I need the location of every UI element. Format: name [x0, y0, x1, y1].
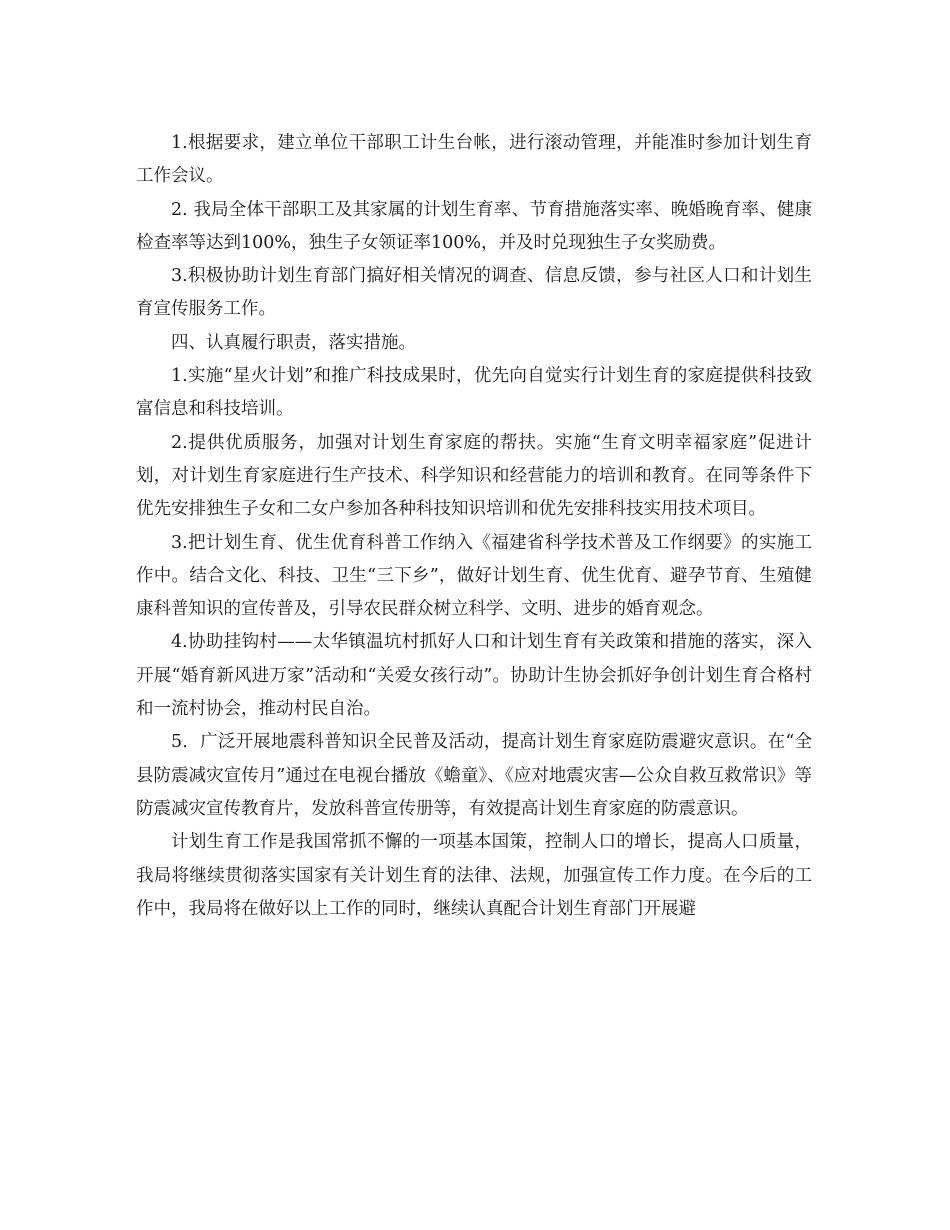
paragraph-7: 4.协助挂钩村——太华镇温坑村抓好人口和计划生育有关政策和措施的落实，深入开展“婚育新风进万家”活动和“关爱女孩行动”。协助计生协会抓好争创计划生育合格村和一流村协会，推动村民自治。: [136, 632, 812, 720]
paragraph-1: 1.根据要求，建立单位干部职工计生台帐，进行滚动管理，并能准时参加计划生育工作会议。: [136, 133, 812, 187]
paragraph-6: 3.把计划生育、优生优育科普工作纳入《福建省科学技术普及工作纲要》的实施工作中。结合文化、科技、卫生“三下乡”，做好计划生育、优生优育、避孕节育、生殖健康科普知识的宣传普及，引导农民群众树立科学、文明、进步的婚育观念。: [136, 532, 812, 620]
document-body: [136, 127, 812, 926]
paragraph-8: 5．广泛开展地震科普知识全民普及活动，提高计划生育家庭防震避灾意识。在“全县防震减灾宣传月”通过在电视台播放《蟾童》、《应对地震灾害—公众自救互救常识》等防震减灾宣传教育片，发放科普宣传册等，有效提高计划生育家庭的防震意识。: [136, 732, 812, 819]
paragraph-3: 3.积极协助计划生育部门搞好相关情况的调查、信息反馈，参与社区人口和计划生育宣传服务工作。: [136, 266, 812, 320]
paragraph-5: 2.提供优质服务，加强对计划生育家庭的帮扶。实施“生育文明幸福家庭”促进计划，对计划生育家庭进行生产技术、科学知识和经营能力的培训和教育。在同等条件下优先安排独生子女和二女户参加各种科技知识培训和优先安排科技实用技术项目。: [136, 432, 812, 520]
paragraph-4: 1.实施“星火计划”和推广科技成果时，优先向自觉实行计划生育的家庭提供科技致富信息和科技培训。: [136, 366, 812, 420]
paragraph-9: 计划生育工作是我国常抓不懈的一项基本国策，控制人口的增长，提高人口质量，我局将继续贯彻落实国家有关计划生育的法律、法规，加强宣传工作力度。在今后的工作中，我局将在做好以上工作的同时，继续认真配合计划生育部门开展避: [136, 832, 812, 919]
paragraph-2: 2. 我局全体干部职工及其家属的计划生育率、节育措施落实率、晚婚晚育率、健康检查率等达到100%，独生子女领证率100%，并及时兑现独生子女奖励费。: [136, 199, 812, 253]
section-heading: 四、认真履行职责，落实措施。: [171, 332, 416, 353]
